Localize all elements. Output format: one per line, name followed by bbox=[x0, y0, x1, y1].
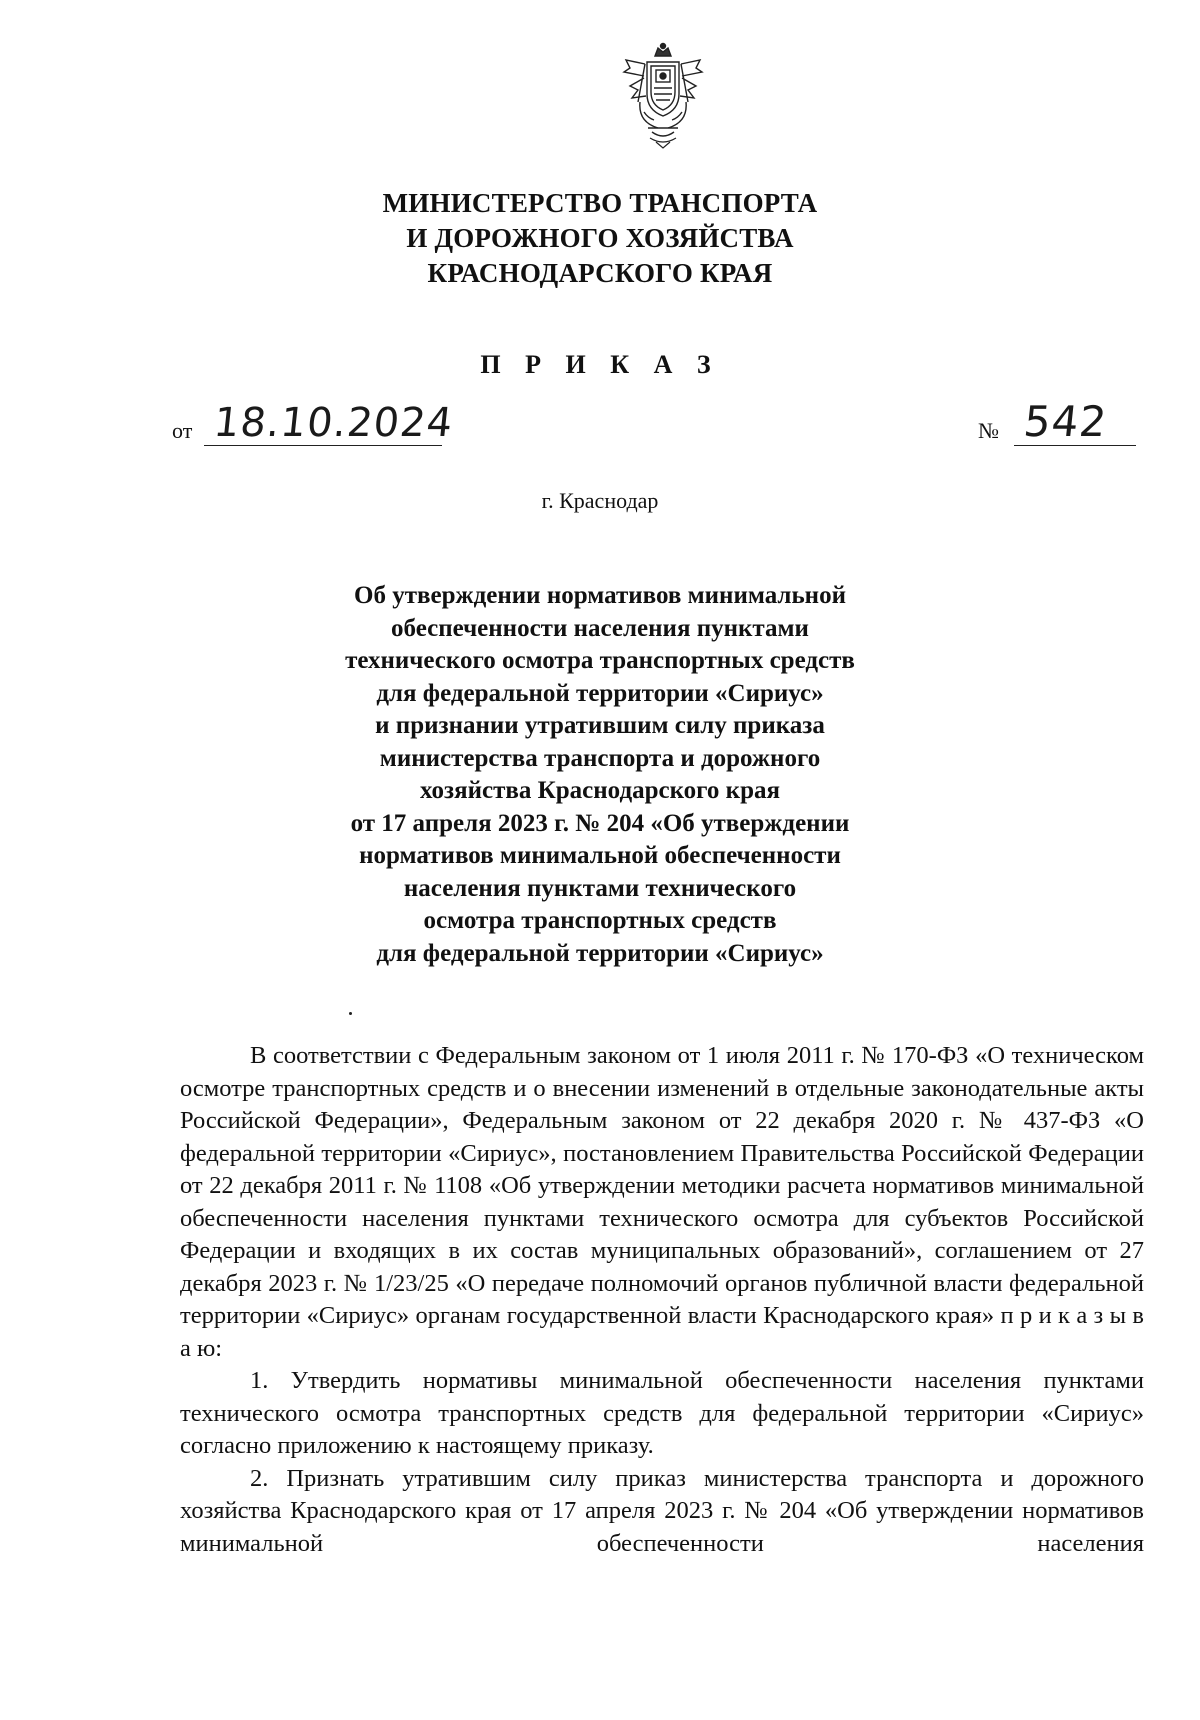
order-city: г. Краснодар bbox=[541, 488, 659, 513]
heading-line: осмотра транспортных средств bbox=[423, 907, 777, 934]
heading-line: для федеральной территории «Сириус» bbox=[376, 939, 824, 967]
date-prefix: от bbox=[172, 418, 193, 443]
heading-line: министерства транспорта и дорожного bbox=[379, 744, 821, 772]
number-prefix: № bbox=[978, 418, 999, 443]
order-number-field bbox=[978, 396, 1138, 450]
body-paragraph-item-1: 1. Утвердить нормативы минимальной обеспеченности населения пунктами технического осмотра транспортных средств для федеральной территории «Сириус» согласно приложению к настоящему приказу. bbox=[180, 1367, 1144, 1459]
ministry-line-2: И ДОРОЖНОГО ХОЗЯЙСТВА bbox=[406, 223, 794, 253]
ministry-name bbox=[0, 186, 1200, 291]
order-date: 18.10.2024 bbox=[211, 400, 456, 446]
heading-line: технического осмотра транспортных средств bbox=[345, 647, 855, 674]
order-number: 542 bbox=[1021, 397, 1110, 446]
stray-dot bbox=[349, 1012, 352, 1015]
order-title: П Р И К А З bbox=[480, 350, 720, 379]
heading-line: хозяйства Краснодарского края bbox=[420, 777, 780, 804]
ministry-line-1: МИНИСТЕРСТВО ТРАНСПОРТА bbox=[382, 188, 818, 218]
heading-line: и признании утратившим силу приказа bbox=[375, 712, 825, 739]
body-paragraph-item-2: 2. Признать утратившим силу приказ министерства транспорта и дорожного хозяйства Краснодарского края от 17 апреля 2023 г. № 204 «Об утверждении нормативов минимальной обеспеченности населения bbox=[180, 1464, 1144, 1557]
order-heading bbox=[0, 580, 1200, 970]
heading-line: обеспеченности населения пунктами bbox=[391, 614, 809, 642]
order-date-field bbox=[172, 396, 456, 450]
heading-line: нормативов минимальной обеспеченности bbox=[359, 842, 841, 869]
ministry-line-3: КРАСНОДАРСКОГО КРАЯ bbox=[427, 258, 773, 288]
body-paragraph-preamble: В соответствии с Федеральным законом от 1 июля 2011 г. № 170-ФЗ «О техническом осмотре транспортных средств и о внесении изменений в отдельные законодательные акты Российской Федерации», Федеральным законом от 22 декабря 2020 г. № 437-ФЗ «О федеральной территории «Сириус», постановлением Правительства Российской Федерации от 22 декабря 2011 г. № 1108 «Об утверждении методики расчета нормативов минимальной обеспеченности населения пунктами технического осмотра для субъектов Российской Федерации и входящих в их состав муниципальных образований», соглашением от 27 декабря 2023 г. № 1/23/25 «О передаче полномочий органов публичной власти федеральной территории «Сириус» органам государственной власти Краснодарского края» п р и к а з ы в а ю: bbox=[180, 1042, 1144, 1362]
heading-line: населения пунктами технического bbox=[403, 874, 797, 902]
coat-of-arms-emblem bbox=[618, 42, 708, 150]
order-body bbox=[180, 1040, 1144, 1560]
heading-line: для федеральной территории «Сириус» bbox=[376, 679, 824, 707]
heading-line: Об утверждении нормативов минимальной bbox=[354, 582, 846, 609]
heading-line: от 17 апреля 2023 г. № 204 «Об утверждении bbox=[350, 809, 850, 837]
krasnodar-krai-coat-of-arms-icon bbox=[618, 42, 708, 150]
